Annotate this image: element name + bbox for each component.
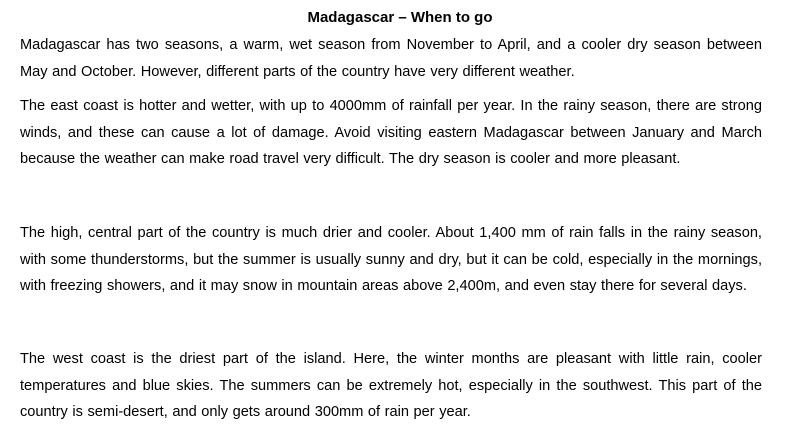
paragraph-seasons-overview: Madagascar has two seasons, a warm, wet season from November to April, and a cooler dry season between May and October. However, different parts of the country have very different weather. <box>20 37 762 80</box>
paragraph-west-coast: The west coast is the driest part of the island. Here, the winter months are pleasant with little rain, cooler temperatures and blue skies. The summers can be extremely hot, especially in the southwest. This part of the country is semi-desert, and only gets around 300mm of rain per year. <box>20 351 762 420</box>
document-title: Madagascar – When to go <box>307 9 493 26</box>
paragraph-east-coast: The east coast is hotter and wetter, with up to 4000mm of rainfall per year. In the rainy season, there are strong winds, and these can cause a lot of damage. Avoid visiting eastern Madagascar between January and March because the weather can make road travel very difficult. The dry season is cooler and more pleasant. <box>20 98 762 167</box>
paragraph-central-highlands: The high, central part of the country is much drier and cooler. About 1,400 mm of rain falls in the rainy season, with some thunderstorms, but the summer is usually sunny and dry, but it can be cold, especially in the mornings, with freezing showers, and it may snow in mountain areas above 2,400m, and even stay there for several days. <box>20 225 762 294</box>
